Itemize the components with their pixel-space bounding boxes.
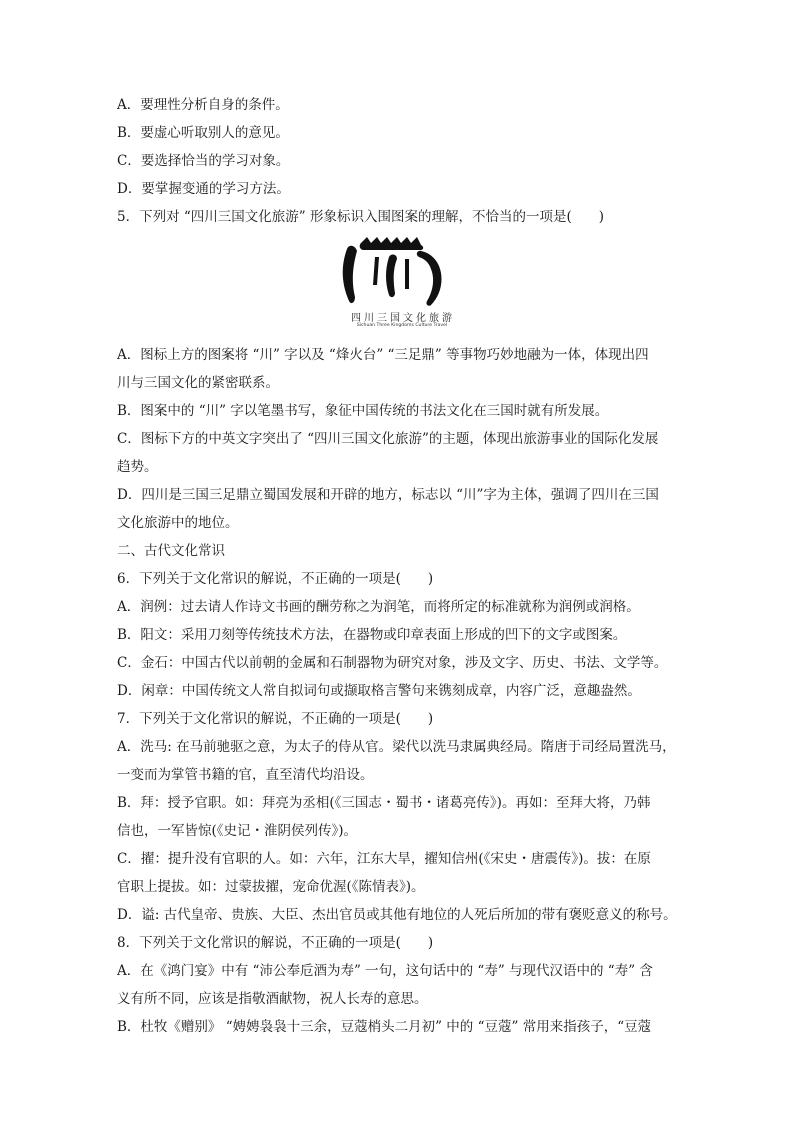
q6-option-b: B．阳文：采用刀刻等传统技术方法，在器物或印章表面上形成的凹下的文字或图案。 <box>117 627 627 643</box>
q7-option-b: B．拜：授予官职。如：拜亮为丞相(《三国志・蜀书・诸葛亮传》)。再如：至拜大将，乃韩 <box>117 795 651 811</box>
q7-option-c: C．擢：提升没有官职的人。如：六年，江东大旱，擢知信州(《宋史・唐震传》)。拔：在原 <box>117 851 651 867</box>
q5-option-a-cont: 川与三国文化的紧密联系。 <box>117 375 279 391</box>
question-8 <box>117 929 679 1041</box>
q6-option-a: A．润例：过去请人作诗文书画的酬劳称之为润笔，而将所定的标准就称为润例或润格。 <box>117 599 640 615</box>
q7-option-c-cont: 官职上提拔。如：过蒙拔擢，宠命优渥(《陈情表》)。 <box>117 879 425 895</box>
logo-english-text: Sichuan Three Kingdoms Culture Travel <box>356 323 448 328</box>
q5-option-b: B．图案中的 “川” 字以笔墨书写，象征中国传统的书法文化在三国时就有所发展。 <box>117 403 609 419</box>
logo-chinese-text: 四川三国文化旅游 <box>351 313 455 324</box>
question-4-options <box>117 91 679 203</box>
q6-option-d: D．闲章：中国传统文人常自拟词句或撷取格言警句来镌刻成章，内容广泛，意趣盎然。 <box>117 683 641 699</box>
q7-option-b-cont: 信也，一军皆惊(《史记・淮阴侯列传》)。 <box>117 823 358 839</box>
question-6 <box>117 565 679 705</box>
q5-option-c-cont: 趋势。 <box>117 459 158 475</box>
q4-option-a: A．要理性分析自身的条件。 <box>117 97 289 113</box>
sichuan-three-kingdoms-logo <box>335 235 465 335</box>
q5-option-a: A．图标上方的图案将 “川” 字以及 “烽火台” “三足鼎” 等事物巧妙地融为一体，体现出四 <box>117 347 649 363</box>
document-body <box>117 91 679 1041</box>
q8-option-a: A．在《鸿门宴》中有 “沛公奉卮酒为寿” 一句，这句话中的 “寿” 与现代汉语中的 “寿” 含 <box>117 963 653 979</box>
q6-stem: 6．下列关于文化常识的解说，不正确的一项是( ) <box>117 571 434 587</box>
q5-option-d-cont: 文化旅游中的地位。 <box>117 515 239 531</box>
q4-option-b: B．要虚心听取别人的意见。 <box>117 125 289 141</box>
q5-option-c: C．图标下方的中英文字突出了 “四川三国文化旅游”的主题，体现出旅游事业的国际化发展 <box>117 431 659 447</box>
question-5 <box>117 203 679 537</box>
q8-stem: 8．下列关于文化常识的解说，不正确的一项是( ) <box>117 935 434 951</box>
q8-option-b: B．杜牧《赠别》 “娉娉袅袅十三余，豆蔻梢头二月初” 中的 “豆蔻” 常用来指孩子，“豆蔻 <box>117 1019 652 1035</box>
q6-option-c: C．金石：中国古代以前朝的金属和石制器物为研究对象，涉及文字、历史、书法、文学等。 <box>117 655 668 671</box>
q4-option-c: C．要选择恰当的学习对象。 <box>117 153 290 169</box>
question-7 <box>117 705 679 929</box>
q5-option-d: D．四川是三国三足鼎立蜀国发展和开辟的地方，标志以 “川”字为主体，强调了四川在三国 <box>117 487 659 503</box>
q5-stem: 5．下列对 “四川三国文化旅游” 形象标识入围图案的理解，不恰当的一项是( ) <box>117 209 605 225</box>
q7-option-a-cont: 一变而为掌管书籍的官，直至清代均沿设。 <box>117 767 374 783</box>
q4-option-d: D．要掌握变通的学习方法。 <box>117 181 290 197</box>
q7-option-d: D．谥: 古代皇帝、贵族、大臣、杰出官员或其他有地位的人死后所加的带有褒贬意义的称号。 <box>117 907 677 923</box>
chuan-character-brush-logo-icon <box>335 235 465 309</box>
section-title: 二、古代文化常识 <box>117 543 225 559</box>
q7-stem: 7．下列关于文化常识的解说，不正确的一项是( ) <box>117 711 434 727</box>
q8-option-a-cont: 义有所不同，应该是指敬酒献物，祝人长寿的意思。 <box>117 991 428 1007</box>
q7-option-a: A．洗马: 在马前驰驱之意，为太子的侍从官。梁代以洗马隶属典经局。隋唐于司经局置洗马， <box>117 739 676 755</box>
